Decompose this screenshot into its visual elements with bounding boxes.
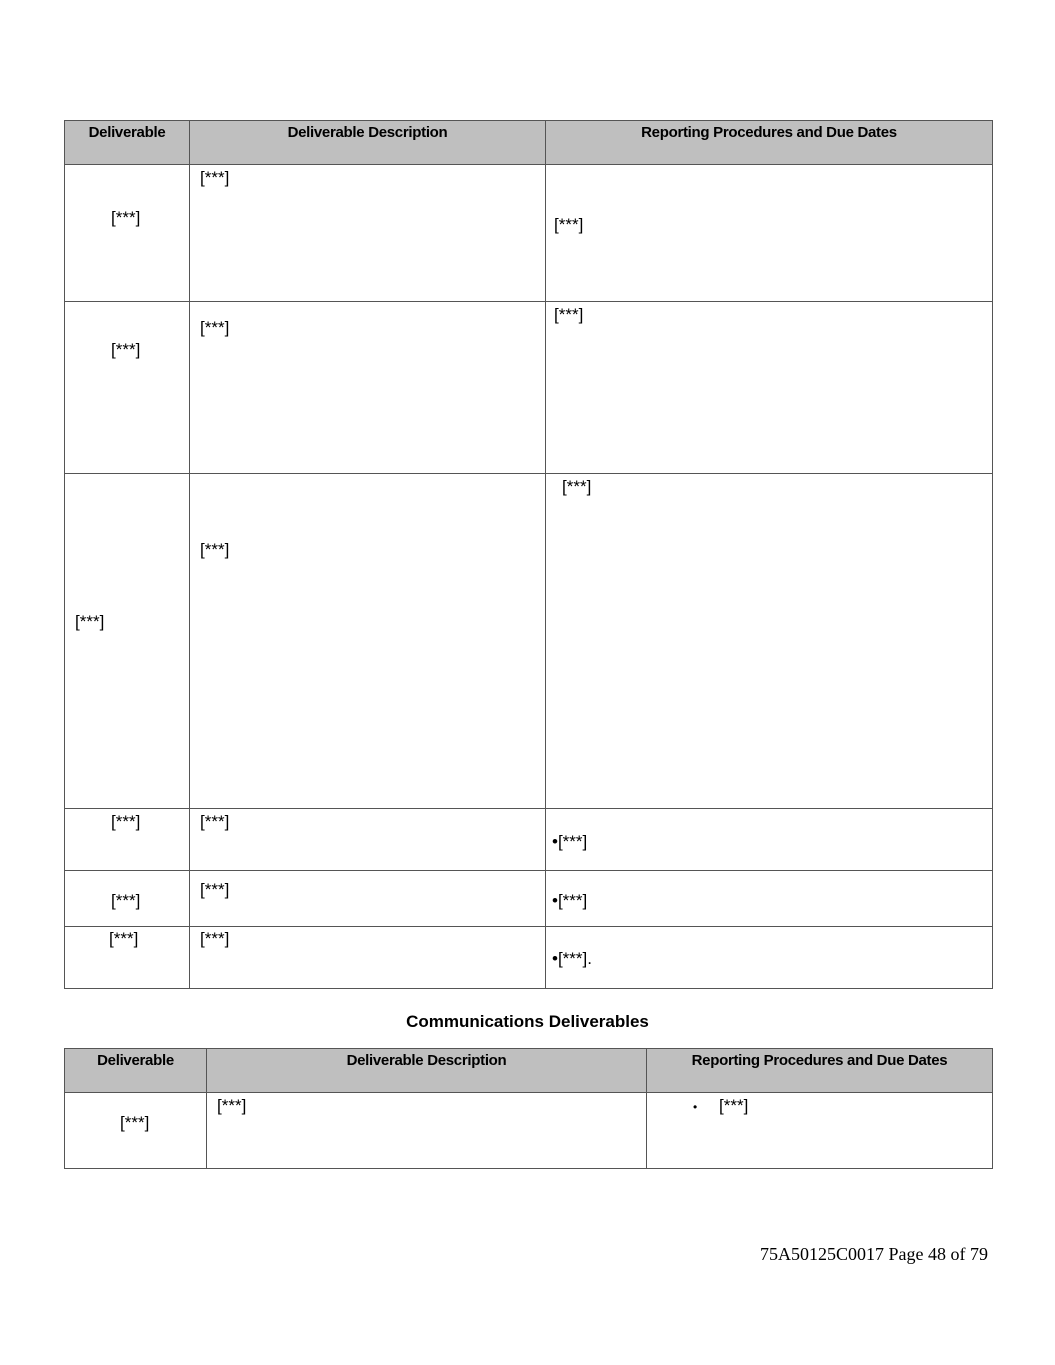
- description-cell: [***]: [190, 871, 546, 927]
- page-footer: 75A50125C0017 Page 48 of 79: [760, 1244, 988, 1264]
- description-cell: [***]: [190, 165, 546, 302]
- table-row: [65, 302, 993, 474]
- table-row: [65, 809, 993, 871]
- reporting-cell: [***]: [546, 165, 993, 302]
- column-header-description: Deliverable Description: [207, 1049, 647, 1093]
- deliverable-cell: [***]: [65, 165, 190, 302]
- deliverable-cell: [***]: [65, 302, 190, 474]
- reporting-cell: [***]: [546, 302, 993, 474]
- table-row: [65, 927, 993, 989]
- table-row: [65, 871, 993, 927]
- column-header-description: Deliverable Description: [190, 121, 546, 165]
- description-cell: [***]: [190, 474, 546, 809]
- description-cell: [***]: [190, 302, 546, 474]
- description-cell: [***]: [207, 1093, 647, 1169]
- deliverable-cell: [***]: [65, 474, 190, 809]
- reporting-cell: •[***]: [546, 871, 993, 927]
- deliverable-cell: [***]: [65, 871, 190, 927]
- table-row: [65, 1093, 993, 1169]
- column-header-deliverable: Deliverable: [65, 121, 190, 165]
- column-header-deliverable: Deliverable: [65, 1049, 207, 1093]
- deliverable-cell: [***]: [65, 927, 190, 989]
- reporting-cell: • [***]: [647, 1093, 993, 1169]
- table-header-row: [65, 1049, 993, 1093]
- table-row: [65, 165, 993, 302]
- table-header-row: [65, 121, 993, 165]
- bullet-icon: •: [693, 1100, 698, 1114]
- description-cell: [***]: [190, 927, 546, 989]
- column-header-reporting: Reporting Procedures and Due Dates: [546, 121, 993, 165]
- deliverable-cell: [***]: [65, 1093, 207, 1169]
- deliverable-cell: [***]: [65, 809, 190, 871]
- column-header-reporting: Reporting Procedures and Due Dates: [647, 1049, 993, 1093]
- section-heading: Communications Deliverables: [406, 1012, 649, 1031]
- deliverables-table: [64, 120, 993, 989]
- description-cell: [***]: [190, 809, 546, 871]
- reporting-cell: •[***]: [546, 809, 993, 871]
- communications-deliverables-table: [64, 1048, 993, 1169]
- reporting-cell: [***]: [546, 474, 993, 809]
- table-row: [65, 474, 993, 809]
- reporting-cell: •[***].: [546, 927, 993, 989]
